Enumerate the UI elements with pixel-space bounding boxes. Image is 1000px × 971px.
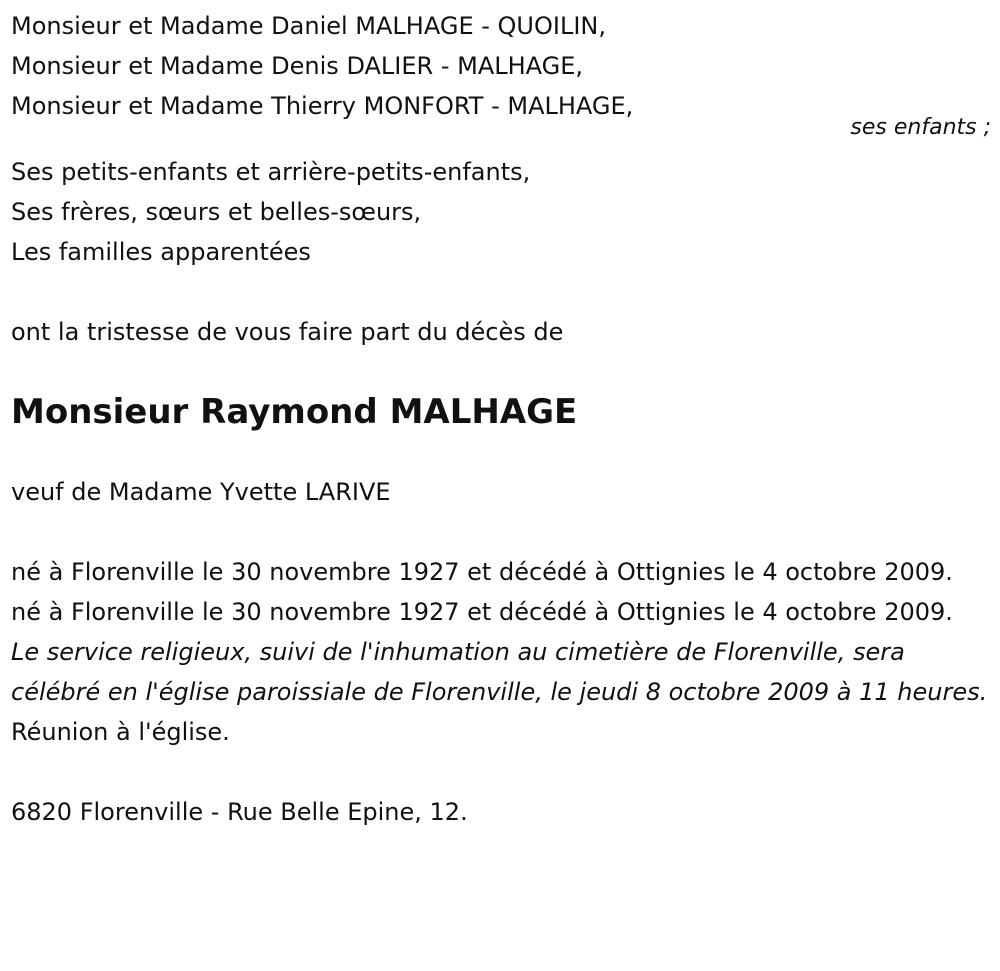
address-text: 6820 Florenville - Rue Belle Epine, 12. — [11, 798, 468, 826]
announcement-text: ont la tristesse de vous faire part du décès de — [11, 318, 564, 346]
spouse-line: veuf de Madame Yvette LARIVE — [11, 478, 391, 506]
birth-death-text: né à Florenville le 30 novembre 1927 et décédé à Ottignies le 4 octobre 2009. — [11, 598, 953, 626]
service-text: Le service religieux, suivi de l'inhumation au cimetière de Florenville, sera célébré en l'église paroissiale de Florenville, le jeudi 8 octobre 2009 à 11 heures. — [11, 638, 988, 706]
grandchildren-line: Ses petits-enfants et arrière-petits-enfants, — [11, 158, 531, 186]
spacer — [11, 752, 991, 792]
child-family-line: Monsieur et Madame Thierry MONFORT - MALHAGE, — [11, 92, 634, 120]
deceased-name: Monsieur Raymond MALHAGE — [11, 392, 578, 432]
obituary-notice — [11, 6, 991, 832]
spacer — [11, 272, 991, 312]
child-family-line: Monsieur et Madame Denis DALIER - MALHAGE, — [11, 52, 584, 80]
spacer — [11, 512, 991, 552]
children-label: ses enfants ; — [850, 115, 991, 140]
meeting-text: Réunion à l'église. — [11, 718, 230, 746]
child-family-line: Monsieur et Madame Daniel MALHAGE - QUOILIN, — [11, 12, 606, 40]
siblings-line: Ses frères, sœurs et belles-sœurs, — [11, 198, 422, 226]
relatives-line: Les familles apparentées — [11, 238, 311, 266]
birth-death-text: né à Florenville le 30 novembre 1927 et décédé à Ottignies le 4 octobre 2009. — [11, 558, 953, 586]
